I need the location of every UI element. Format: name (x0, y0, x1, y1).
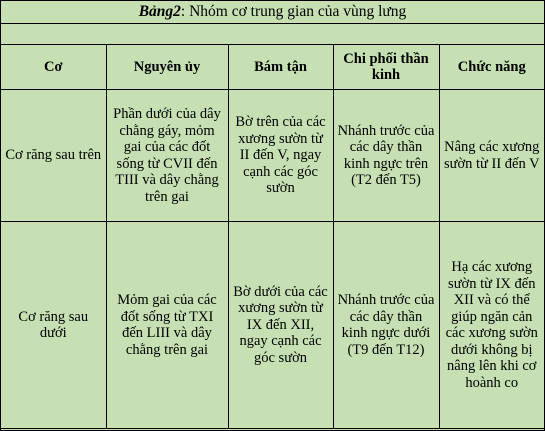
header-insertion: Bám tận (228, 45, 333, 90)
cell-muscle: Cơ răng sau trên (1, 90, 106, 222)
header-innervation: Chi phối thần kinh (333, 45, 439, 90)
cell-insertion: Bờ dưới của các xương sườn từ IX đến XII, ngay cạnh các góc sườn (228, 222, 333, 429)
cell-origin: Phần dưới của dây chằng gáy, mỏm gai của các đốt sống từ CVII đến TIII và dây chằng trên gai (106, 90, 228, 222)
cell-function: Nâng các xương sườn từ II đến V (439, 90, 544, 222)
cell-insertion: Bờ trên của các xương sườn từ II đến V, ngay cạnh các góc sườn (228, 90, 333, 222)
table-title-text: : Nhóm cơ trung gian của vùng lưng (180, 2, 407, 20)
cell-muscle: Cơ răng sau dưới (1, 222, 106, 429)
cell-innervation: Nhánh trước của các dây thần kinh ngực trên (T2 đến T5) (333, 90, 439, 222)
header-row (1, 45, 544, 90)
header-function: Chức năng (439, 45, 544, 90)
cell-innervation: Nhánh trước của các dây thần kinh ngực dưới (T9 đến T12) (333, 222, 439, 429)
header-origin: Nguyên ủy (106, 45, 228, 90)
spacer-cell (1, 24, 544, 45)
table-title-label: Bảng2 (138, 2, 181, 20)
table-row (1, 222, 544, 429)
spacer-row (1, 24, 544, 45)
cell-origin: Mỏm gai của các đốt sống từ TXI đến LIII và dây chằng trên gai (106, 222, 228, 429)
title-row (1, 1, 544, 24)
table-row (1, 90, 544, 222)
header-muscle: Cơ (1, 45, 106, 90)
cell-function: Hạ các xương sườn từ IX đến XII và có thể giúp ngăn cản các xương sườn dưới không bị nâng lên khi cơ hoành co (439, 222, 544, 429)
table-title (1, 1, 544, 24)
muscle-table (1, 1, 544, 429)
